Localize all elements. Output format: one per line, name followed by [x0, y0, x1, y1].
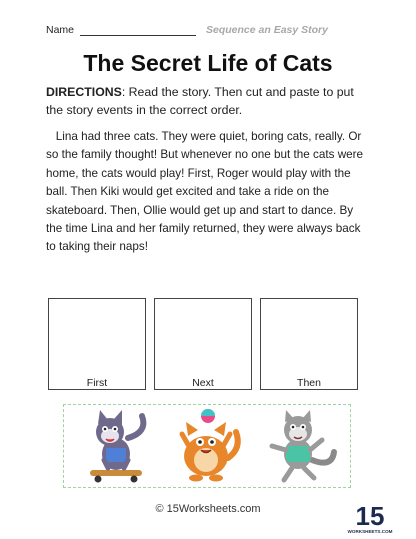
15worksheets-logo-icon	[347, 500, 393, 536]
worksheet-subtitle: Sequence an Easy Story	[206, 24, 328, 36]
story-text: Lina had three cats. They were quiet, boring cats, really. Or so the family thought! But whenever no one but the cats were home, the cats would play! First, Roger would play with the ball. Then Kiki would get excited and take a ride on the skateboard. Then, Ollie would get up and start to dance. By the time Lina and her family returned, they were always back to taking their naps!	[46, 130, 364, 254]
directions-text: : Read the story. Then cut and paste to put the story events in the correct order.	[46, 85, 354, 117]
page-title: The Secret Life of Cats	[83, 50, 333, 76]
story-paragraph	[46, 128, 372, 257]
directions-label: DIRECTIONS	[46, 85, 122, 99]
box-label-first: First	[86, 377, 108, 389]
logo-number: 15	[355, 501, 385, 531]
worksheet-header	[46, 24, 376, 40]
skateboard-cat-icon[interactable]	[76, 408, 160, 484]
ball-cat-icon[interactable]	[164, 408, 248, 484]
directions	[46, 83, 366, 119]
box-label-next: Next	[192, 377, 214, 389]
box-label-then: Then	[297, 377, 321, 389]
logo-text: WORKSHEETS.COM	[347, 529, 393, 534]
dancing-cat-icon[interactable]	[258, 408, 342, 484]
footer-copyright: © 15Worksheets.com	[155, 503, 261, 515]
name-label: Name	[46, 24, 75, 36]
name-line[interactable]	[80, 35, 196, 36]
